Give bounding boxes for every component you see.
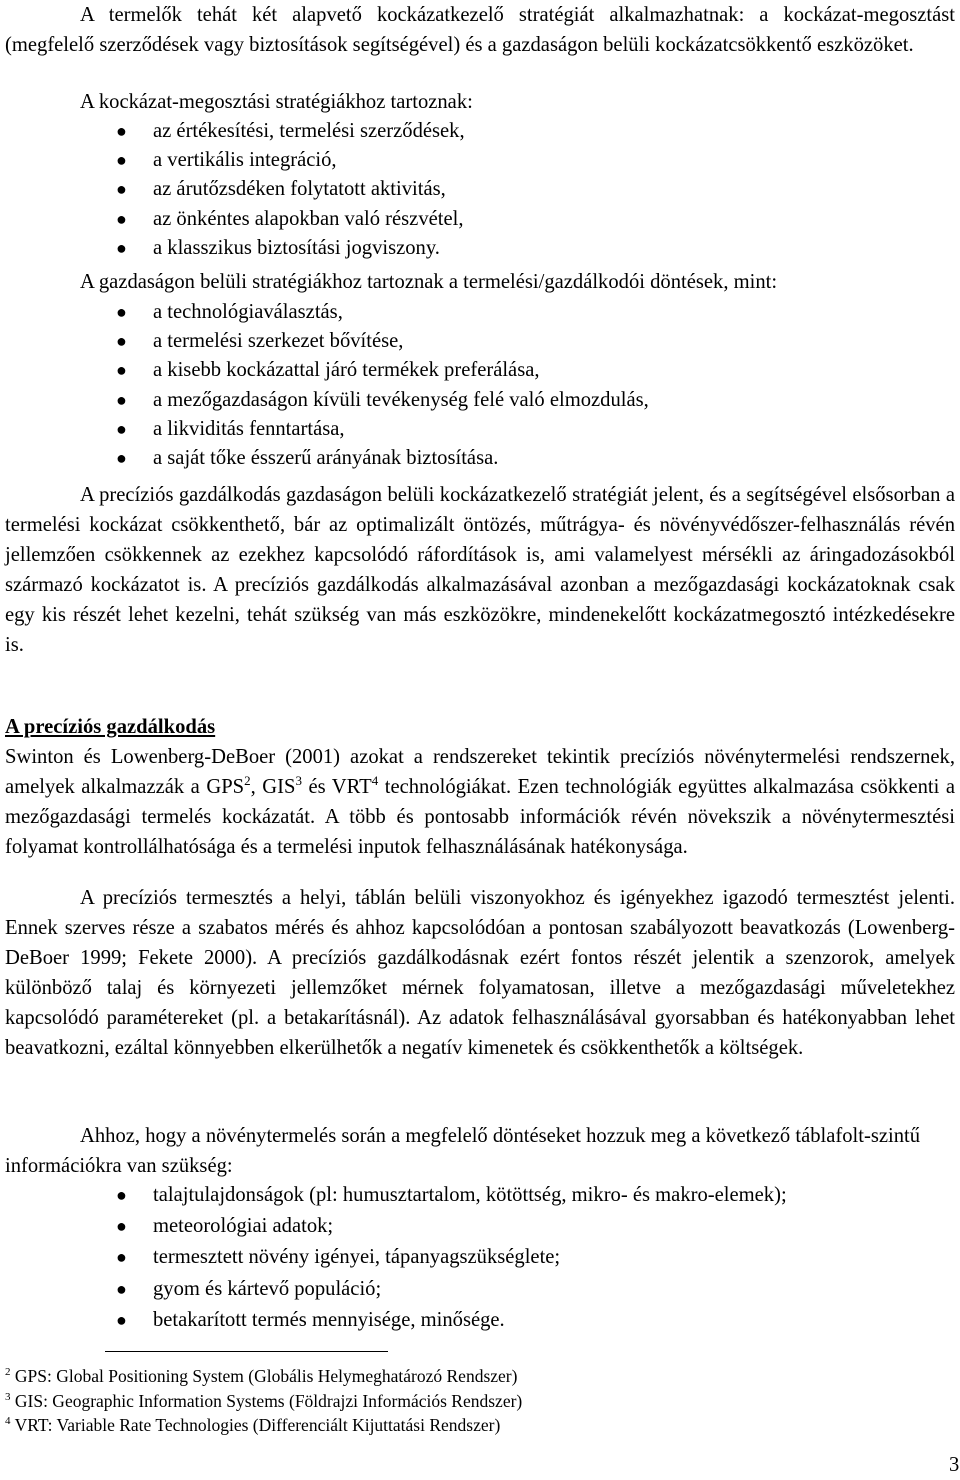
list-item: ● a kisebb kockázattal járó termékek preferálása, <box>5 356 955 385</box>
risk-sharing-intro <box>5 87 955 117</box>
on-farm-lead: A gazdaságon belüli stratégiákhoz tartoznak a termelési/gazdálkodói döntések, mint: <box>80 271 778 293</box>
section-paragraph-3: Ahhoz, hogy a növénytermelés során a megfelelő döntéseket hozzuk meg a következő táblafolt-szintű információkra van szükség: <box>5 1125 921 1177</box>
list-item: ● a termelési szerkezet bővítése, <box>5 327 955 356</box>
bullet-icon: ● <box>116 331 127 352</box>
list-item: ● betakarított termés mennyisége, minősége. <box>5 1305 955 1336</box>
section-paragraph-1-block <box>5 742 955 862</box>
requirements-list <box>5 1180 955 1336</box>
on-farm-list <box>5 298 955 473</box>
page-number: 3 <box>949 1454 960 1476</box>
risk-sharing-list <box>5 117 955 263</box>
section-heading: A precíziós gazdálkodás <box>5 716 216 738</box>
risk-sharing-list-block <box>5 117 955 263</box>
intro-block <box>5 0 955 60</box>
precision-summary-paragraph: A precíziós gazdálkodás gazdaságon belüli kockázatkezelő stratégiát jelent, és a segítségével elsősorban a termelési kockázat csökkenthető, bár az optimalizált öntözés, műtrágya- és növényvédőszer-felhasználás révén jellemzően csökkennek az ezekhez kapcsolódó ráfordítások is, ami valamelyest mérsékli az áringadozásokból származó kockázatot is. A precíziós gazdálkodás alkalmazásával azonban a mezőgazdasági kockázatoknak csak egy kis részét lehet kezelni, tehát szükség van más eszközökre, mindenekelőtt kockázatmegosztó intézkedésekre is. <box>5 484 955 656</box>
bullet-icon: ● <box>116 418 127 439</box>
footnote: $^4$ VRT: Variable Rate Technologies (Differenciált Kijuttatási Rendszer) <box>5 1415 501 1436</box>
list-item: ● a klasszikus biztosítási jogviszony. <box>5 234 955 263</box>
on-farm-intro <box>5 267 955 297</box>
list-item: ● az önkéntes alapokban való részvétel, <box>5 205 955 234</box>
bullet-icon: ● <box>116 1216 127 1237</box>
requirements-list-block <box>5 1180 955 1336</box>
bullet-icon: ● <box>116 179 127 200</box>
bullet-icon: ● <box>116 150 127 171</box>
bullet-icon: ● <box>116 389 127 410</box>
list-item: ● a likviditás fenntartása, <box>5 415 955 444</box>
bullet-icon: ● <box>116 1278 127 1299</box>
section-paragraph-1: Swinton és Lowenberg-DeBoer (2001) azokat a rendszereket tekintik precíziós növénytermelési rendszernek, amelyek alkalmazzák a GPS$^2$, GIS$^3$ és VRT$^4$ technológiákat. Ezen technológiák együttes alkalmazása csökkenti a mezőgazdasági termelés kockázatát. A több és pontosabb információk révén növekszik a növénytermesztési folyamat kontrollálhatósága és a termelési inputok felhasználásának hatékonysága. <box>5 746 955 858</box>
section-heading-block <box>5 712 955 742</box>
list-item: ● talajtulajdonságok (pl: humusztartalom, kötöttség, mikro- és makro-elemek); <box>5 1180 955 1211</box>
list-item: ● az értékesítési, termelési szerződések, <box>5 117 955 146</box>
list-item: ● a saját tőke ésszerű arányának biztosítása. <box>5 444 955 473</box>
intro-paragraph: A termelők tehát két alapvető kockázatkezelő stratégiát alkalmazhatnak: a kockázat-megosztást (megfelelő szerződések vagy biztosítások segítségével) és a gazdaságon belüli kockázatcsökkentő eszközöket. <box>5 4 955 56</box>
footnote-ref: 4 <box>371 773 379 788</box>
list-item: ● a technológiaválasztás, <box>5 298 955 327</box>
bullet-icon: ● <box>116 1309 127 1330</box>
bullet-icon: ● <box>116 121 127 141</box>
bullet-icon: ● <box>116 237 127 258</box>
risk-sharing-lead: A kockázat-megosztási stratégiákhoz tartoznak: <box>80 91 473 113</box>
list-item: ● a mezőgazdaságon kívüli tevékenység felé való elmozdulás, <box>5 386 955 415</box>
list-item: ● meteorológiai adatok; <box>5 1211 955 1242</box>
section-paragraph-2-block <box>5 883 955 1063</box>
footnotes <box>5 1364 955 1438</box>
bullet-icon: ● <box>116 360 127 381</box>
list-item: ● a vertikális integráció, <box>5 146 955 175</box>
bullet-icon: ● <box>116 1247 127 1268</box>
bullet-icon: ● <box>116 1185 127 1205</box>
on-farm-list-block <box>5 298 955 473</box>
list-item: ● az árutőzsdéken folytatott aktivitás, <box>5 175 955 204</box>
section-paragraph-2: A precíziós termesztés a helyi, táblán belüli viszonyokhoz és igényekhez igazodó termesztést jelenti. Ennek szerves része a szabatos mérés és ahhoz kapcsolódóan a pontosan szabályozott beavatkozás (Lowenberg-DeBoer 1999; Fekete 2000). A precíziós gazdálkodásnak ezért fontos részét jelentik a szenzorok, amelyek különböző talaj és környezeti jellemzőket mérnek folyamatosan, illetve a mezőgazdasági műveletekhez kapcsolódó paramétereket (pl. a betakarításnál). Az adatok felhasználásával gyorsabban és hatékonyabban lehet beavatkozni, ezáltal könnyebben elkerülhetők a negatív kimenetek és csökkenthetők a költségek. <box>5 887 955 1059</box>
footnote-ref: 2 <box>244 773 251 788</box>
footnote: $^2$ GPS: Global Positioning System (Globális Helymeghatározó Rendszer) <box>5 1366 518 1386</box>
list-item: ● gyom és kártevő populáció; <box>5 1274 955 1305</box>
footnote-ref: 3 <box>295 773 302 788</box>
list-item: ● termesztett növény igényei, tápanyagszükséglete; <box>5 1242 955 1273</box>
bullet-icon: ● <box>116 448 127 469</box>
footnote-separator <box>105 1351 388 1352</box>
bullet-icon: ● <box>116 208 127 229</box>
precision-summary-block <box>5 480 955 660</box>
footnote: $^3$ GIS: Geographic Information Systems (Földrajzi Információs Rendszer) <box>5 1390 523 1411</box>
section-paragraph-3-block <box>5 1121 955 1181</box>
bullet-icon: ● <box>116 302 127 322</box>
